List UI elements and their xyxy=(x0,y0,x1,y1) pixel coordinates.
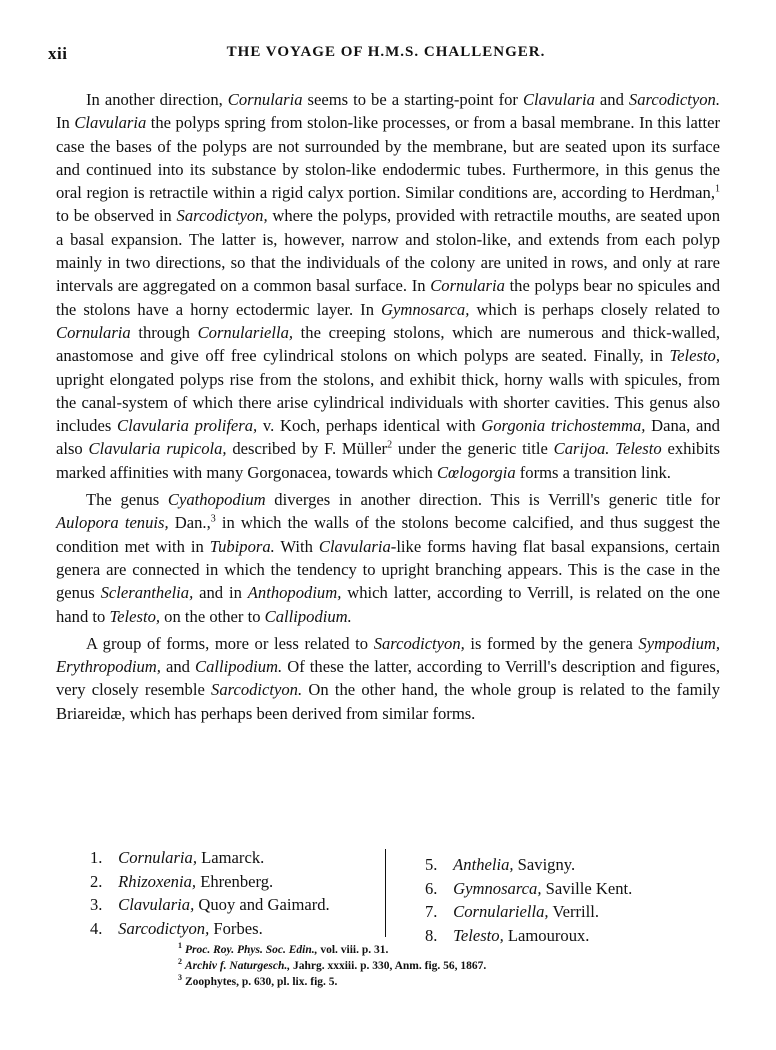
footnote-2: $^2$ Archiv f. Naturgesch., Jahrg. xxxiii. p. 330, Anm. fig. 56, 1867. xyxy=(178,957,487,972)
footnote-1: $^1$ Proc. Roy. Phys. Soc. Edin., vol. viii. p. 31. xyxy=(178,941,389,956)
running-title: THE VOYAGE OF H.M.S. CHALLENGER. xyxy=(226,44,546,60)
genera-column-right xyxy=(425,853,705,947)
list-item: 2. Rhizoxenia, Ehrenberg. xyxy=(90,871,274,891)
list-item: 3. Clavularia, Quoy and Gaimard. xyxy=(90,895,330,915)
footnote-ref-2: 2 xyxy=(387,439,393,451)
body-text xyxy=(56,88,720,725)
list-item: 4. Sarcodictyon, Forbes. xyxy=(90,918,263,938)
footnotes xyxy=(178,942,598,990)
genera-column-left xyxy=(90,846,380,940)
paragraph-3: A group of forms, more or less related to Sarcodictyon, is formed by the genera Sympodium, Erythropodium, and Callipodium. Of these the latter, according to Verrill's description and figures, very closely resemble Sarcodictyon. On the other hand, the whole group is related to the family Briareidæ, which has perhaps been derived from similar forms. xyxy=(56,633,721,723)
column-divider xyxy=(385,849,386,937)
page-number: xii xyxy=(48,44,68,63)
page-header xyxy=(48,44,724,68)
footnote-ref-1: 1 xyxy=(715,183,720,195)
list-item: 7. Cornulariella, Verrill. xyxy=(425,902,599,922)
footnote-3: $^3$ Zoophytes, p. 630, pl. lix. fig. 5. xyxy=(178,973,338,988)
paragraph-1: In another direction, Cornularia seems to be a starting-point for Clavularia and Sarcodictyon. In Clavularia the polyps spring from stolon-like processes, or from a basal membrane. In this latter case the bases of the polyps are not surrounded by the membrane, but are seated upon its surface and continued into its substance by stolon-like endodermic tubes. Furthermore, in this genus the oral region is retractile within a rigid calyx portion. Similar conditions are, according to Herdman,$^1$ to be observed in Sarcodictyon, where the polyps, provided with retractile mouths, are seated upon a basal expansion. The latter is, however, narrow and stolon-like, and extends from each polyp mainly in two directions, so that the individuals of the colony are united in rows, and only at rare intervals are aggregated on a common basal surface. In Cornularia the polyps bear no spicules and the stolons have a horny ectodermic layer. In Gymnosarca, which is perhaps closely related to Cornularia through Cornulariella, the creeping stolons, which are numerous and thick-walled, anastomose and give off free cylindrical stolons on which polyps are seated. Finally, in Telesto, upright elongated polyps rise from the stolons, and exhibit thick, horny walls with spicules, from the canal-system of which there arise cylindrical individuals with shorter cavities. This genus also includes Clavularia prolifera, v. Koch, perhaps identical with Gorgonia trichostemma, Dana, and also Clavularia rupicola, described by F. Müller$^2$ under the generic title Carijoa. Telesto exhibits marked affinities with many Gorgonacea, towards which Cœlogorgia forms a transition link. xyxy=(56,90,721,482)
paragraph-2: The genus Cyathopodium diverges in another direction. This is Verrill's generic title for Aulopora tenuis, Dan.,$^3$ in which the walls of the stolons become calcified, and thus suggest the condition met with in Tubipora. With Clavularia-like forms having flat basal expansions, certain genera are connected in which the tendency to upright branching appears. This is the case in the genus Scleranthelia, and in Anthopodium, which latter, according to Verrill, is related on the one hand to Telesto, on the other to Callipodium. xyxy=(56,490,721,626)
list-item: 6. Gymnosarca, Saville Kent. xyxy=(425,878,633,898)
list-item: 8. Telesto, Lamouroux. xyxy=(425,925,590,945)
footnote-ref-3: 3 xyxy=(210,513,216,525)
list-item: 5. Anthelia, Savigny. xyxy=(425,855,576,874)
list-item: 1. Cornularia, Lamarck. xyxy=(90,848,265,867)
